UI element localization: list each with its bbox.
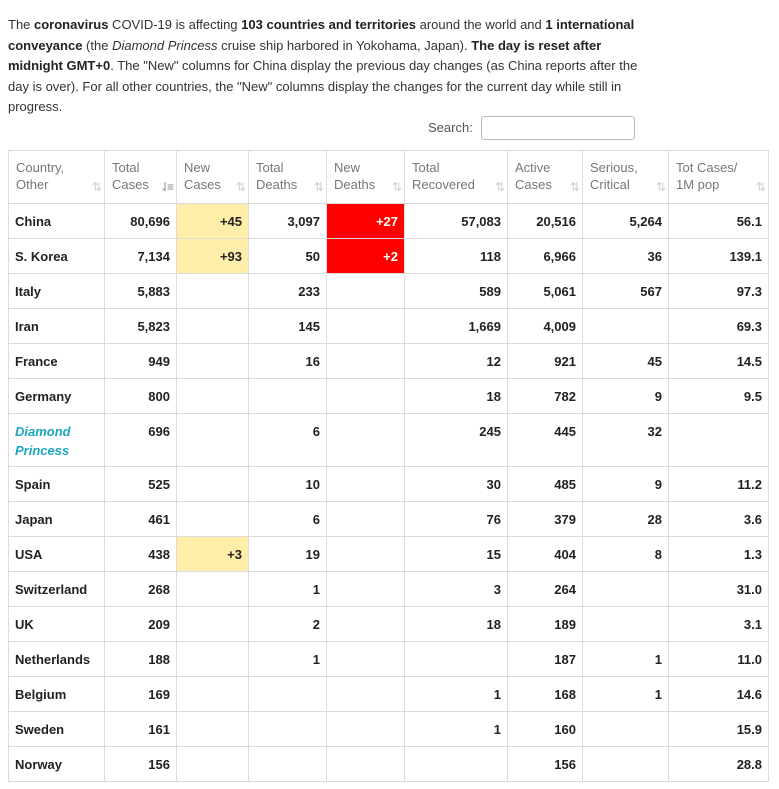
serious-critical-cell: 9: [583, 379, 669, 414]
new-deaths-cell: [327, 467, 405, 502]
serious-critical-cell: 5,264: [583, 204, 669, 239]
total-cases-cell: 188: [105, 642, 177, 677]
sort-icon: ⇅: [655, 180, 663, 194]
new-cases-cell: [177, 607, 249, 642]
new-deaths-cell: [327, 309, 405, 344]
sort-icon: ⇅: [391, 180, 399, 194]
intro-text: . The "New" columns for China display the previous day changes (as China reports after the day is over). For all other countries, the "New" columns display the changes for the current day while still in progress.: [8, 58, 638, 114]
column-header-total-deaths[interactable]: [249, 151, 327, 204]
table-row: [9, 537, 769, 572]
total-recovered-cell: 18: [405, 379, 508, 414]
new-cases-cell: [177, 747, 249, 782]
cases-per-million-cell: 28.8: [669, 747, 769, 782]
country-cell: Switzerland: [9, 572, 105, 607]
country-cell: Netherlands: [9, 642, 105, 677]
active-cases-cell: 5,061: [508, 274, 583, 309]
sort-desc-icon: ⇃≡: [159, 180, 171, 194]
table-row: [9, 344, 769, 379]
column-header-active-cases[interactable]: [508, 151, 583, 204]
total-cases-cell: 268: [105, 572, 177, 607]
table-row: [9, 204, 769, 239]
total-deaths-cell: 233: [249, 274, 327, 309]
cases-table: [8, 150, 769, 782]
total-recovered-cell: 18: [405, 607, 508, 642]
active-cases-cell: 6,966: [508, 239, 583, 274]
new-cases-cell: [177, 309, 249, 344]
total-recovered-cell: 57,083: [405, 204, 508, 239]
total-recovered-cell: 3: [405, 572, 508, 607]
total-cases-cell: 209: [105, 607, 177, 642]
country-cell: Germany: [9, 379, 105, 414]
column-header-label: Total Recovered: [412, 160, 475, 192]
total-deaths-cell: [249, 747, 327, 782]
total-recovered-cell: 30: [405, 467, 508, 502]
column-header-label: Tot Cases/ 1M pop: [676, 160, 738, 192]
serious-critical-cell: 567: [583, 274, 669, 309]
country-cell: China: [9, 204, 105, 239]
active-cases-cell: 160: [508, 712, 583, 747]
cases-per-million-cell: 3.6: [669, 502, 769, 537]
cases-per-million-cell: 1.3: [669, 537, 769, 572]
table-row: [9, 414, 769, 467]
total-cases-cell: 438: [105, 537, 177, 572]
search-label: Search:: [428, 120, 473, 135]
active-cases-cell: 20,516: [508, 204, 583, 239]
active-cases-cell: 264: [508, 572, 583, 607]
new-deaths-cell: [327, 747, 405, 782]
country-cell: Spain: [9, 467, 105, 502]
active-cases-cell: 921: [508, 344, 583, 379]
total-recovered-cell: 1,669: [405, 309, 508, 344]
total-cases-cell: 461: [105, 502, 177, 537]
cases-per-million-cell: 15.9: [669, 712, 769, 747]
new-deaths-cell: [327, 379, 405, 414]
total-deaths-cell: 6: [249, 502, 327, 537]
cases-per-million-cell: 14.6: [669, 677, 769, 712]
total-recovered-cell: 12: [405, 344, 508, 379]
intro-text: COVID-19 is affecting: [108, 17, 242, 32]
new-deaths-cell: [327, 502, 405, 537]
table-row: [9, 607, 769, 642]
total-cases-cell: 161: [105, 712, 177, 747]
total-cases-cell: 7,134: [105, 239, 177, 274]
new-cases-cell: [177, 572, 249, 607]
total-recovered-cell: [405, 747, 508, 782]
column-header-total-cases[interactable]: [105, 151, 177, 204]
country-cell: Sweden: [9, 712, 105, 747]
serious-critical-cell: 9: [583, 467, 669, 502]
column-header-label: New Deaths: [334, 160, 376, 192]
sort-icon: ⇅: [755, 180, 763, 194]
total-cases-cell: 5,823: [105, 309, 177, 344]
cases-per-million-cell: 69.3: [669, 309, 769, 344]
new-deaths-cell: [327, 712, 405, 747]
intro-text: 103 countries and territories: [241, 17, 416, 32]
total-cases-cell: 949: [105, 344, 177, 379]
column-header-total-recovered[interactable]: [405, 151, 508, 204]
active-cases-cell: 4,009: [508, 309, 583, 344]
new-deaths-cell: [327, 642, 405, 677]
total-recovered-cell: 245: [405, 414, 508, 467]
new-deaths-cell: [327, 607, 405, 642]
intro-text: 1 international conveyance: [8, 17, 635, 53]
sort-icon: ⇅: [313, 180, 321, 194]
total-deaths-cell: 16: [249, 344, 327, 379]
country-cell: Italy: [9, 274, 105, 309]
table-row: [9, 239, 769, 274]
sort-icon: ⇅: [494, 180, 502, 194]
total-recovered-cell: 15: [405, 537, 508, 572]
new-deaths-cell: [327, 344, 405, 379]
table-row: [9, 274, 769, 309]
table-body: [9, 204, 769, 782]
total-deaths-cell: 6: [249, 414, 327, 467]
new-cases-cell: [177, 467, 249, 502]
country-cell: Diamond Princess: [9, 414, 105, 467]
new-deaths-cell: +27: [327, 204, 405, 239]
serious-critical-cell: [583, 572, 669, 607]
table-row: [9, 677, 769, 712]
table-row: [9, 467, 769, 502]
intro-text: The day is reset after midnight GMT+0: [8, 37, 602, 73]
new-cases-cell: [177, 414, 249, 467]
column-header-label: Active Cases: [515, 160, 552, 192]
new-deaths-cell: [327, 677, 405, 712]
table-row: [9, 712, 769, 747]
total-recovered-cell: 76: [405, 502, 508, 537]
total-recovered-cell: 1: [405, 712, 508, 747]
total-cases-cell: 156: [105, 747, 177, 782]
new-cases-cell: [177, 274, 249, 309]
active-cases-cell: 168: [508, 677, 583, 712]
total-cases-cell: 800: [105, 379, 177, 414]
new-cases-cell: [177, 344, 249, 379]
cases-per-million-cell: 139.1: [669, 239, 769, 274]
total-cases-cell: 5,883: [105, 274, 177, 309]
serious-critical-cell: [583, 747, 669, 782]
total-deaths-cell: 19: [249, 537, 327, 572]
active-cases-cell: 156: [508, 747, 583, 782]
search-bar: [428, 114, 635, 141]
total-deaths-cell: 2: [249, 607, 327, 642]
serious-critical-cell: 32: [583, 414, 669, 467]
country-cell: France: [9, 344, 105, 379]
active-cases-cell: 189: [508, 607, 583, 642]
new-cases-cell: [177, 677, 249, 712]
sort-icon: ⇅: [91, 180, 99, 194]
new-cases-cell: [177, 712, 249, 747]
intro-paragraph: [8, 15, 648, 118]
active-cases-cell: 485: [508, 467, 583, 502]
total-deaths-cell: 145: [249, 309, 327, 344]
intro-text: cruise ship harbored in Yokohama, Japan).: [217, 37, 472, 53]
table-row: [9, 572, 769, 607]
column-header-new-cases[interactable]: [177, 151, 249, 204]
cases-per-million-cell: 3.1: [669, 607, 769, 642]
intro-text: coronavirus: [34, 17, 109, 32]
country-cell: Norway: [9, 747, 105, 782]
cases-per-million-cell: 9.5: [669, 379, 769, 414]
column-header-label: Serious, Critical: [590, 160, 638, 192]
table-row: [9, 502, 769, 537]
new-cases-cell: [177, 502, 249, 537]
total-deaths-cell: 1: [249, 642, 327, 677]
table-row: [9, 379, 769, 414]
country-cell: Belgium: [9, 677, 105, 712]
column-header-label: Total Cases: [112, 160, 149, 192]
serious-critical-cell: [583, 309, 669, 344]
table-header-row: [9, 151, 769, 204]
cases-per-million-cell: 31.0: [669, 572, 769, 607]
new-cases-cell: [177, 642, 249, 677]
country-cell: Iran: [9, 309, 105, 344]
total-recovered-cell: [405, 642, 508, 677]
new-deaths-cell: [327, 414, 405, 467]
search-input[interactable]: [481, 116, 635, 140]
active-cases-cell: 187: [508, 642, 583, 677]
country-cell: Japan: [9, 502, 105, 537]
table-row: [9, 642, 769, 677]
cases-per-million-cell: 97.3: [669, 274, 769, 309]
intro-text: The: [8, 17, 35, 32]
new-cases-cell: [177, 379, 249, 414]
total-deaths-cell: 50: [249, 239, 327, 274]
cases-per-million-cell: [669, 414, 769, 467]
new-cases-cell: +93: [177, 239, 249, 274]
sort-icon: ⇅: [569, 180, 577, 194]
total-recovered-cell: 1: [405, 677, 508, 712]
column-header-label: Total Deaths: [256, 160, 298, 192]
column-header-new-deaths[interactable]: [327, 151, 405, 204]
country-cell: S. Korea: [9, 239, 105, 274]
intro-text: around the world and: [416, 17, 546, 32]
new-cases-cell: +3: [177, 537, 249, 572]
column-header-label: Country, Other: [16, 160, 65, 192]
serious-critical-cell: 1: [583, 677, 669, 712]
total-deaths-cell: 1: [249, 572, 327, 607]
sort-icon: ⇅: [235, 180, 243, 194]
new-deaths-cell: [327, 572, 405, 607]
new-deaths-cell: +2: [327, 239, 405, 274]
cases-per-million-cell: 11.2: [669, 467, 769, 502]
column-header-cases-per-million[interactable]: [669, 151, 769, 204]
total-deaths-cell: 3,097: [249, 204, 327, 239]
cases-per-million-cell: 11.0: [669, 642, 769, 677]
cases-per-million-cell: 14.5: [669, 344, 769, 379]
active-cases-cell: 445: [508, 414, 583, 467]
cases-per-million-cell: 56.1: [669, 204, 769, 239]
serious-critical-cell: 45: [583, 344, 669, 379]
total-cases-cell: 169: [105, 677, 177, 712]
new-deaths-cell: [327, 537, 405, 572]
total-deaths-cell: [249, 712, 327, 747]
serious-critical-cell: [583, 607, 669, 642]
serious-critical-cell: 8: [583, 537, 669, 572]
total-cases-cell: 525: [105, 467, 177, 502]
total-deaths-cell: 10: [249, 467, 327, 502]
country-cell: UK: [9, 607, 105, 642]
active-cases-cell: 404: [508, 537, 583, 572]
table-row: [9, 747, 769, 782]
column-header-label: New Cases: [184, 160, 221, 192]
total-cases-cell: 696: [105, 414, 177, 467]
intro-text: Diamond Princess: [112, 37, 218, 53]
total-deaths-cell: [249, 379, 327, 414]
column-header-serious-critical[interactable]: [583, 151, 669, 204]
intro-text: (the: [82, 37, 113, 53]
total-recovered-cell: 589: [405, 274, 508, 309]
active-cases-cell: 379: [508, 502, 583, 537]
serious-critical-cell: [583, 712, 669, 747]
serious-critical-cell: 28: [583, 502, 669, 537]
serious-critical-cell: 36: [583, 239, 669, 274]
serious-critical-cell: 1: [583, 642, 669, 677]
total-deaths-cell: [249, 677, 327, 712]
column-header-country[interactable]: [9, 151, 105, 204]
table-row: [9, 309, 769, 344]
new-deaths-cell: [327, 274, 405, 309]
country-cell: USA: [9, 537, 105, 572]
new-cases-cell: +45: [177, 204, 249, 239]
total-cases-cell: 80,696: [105, 204, 177, 239]
active-cases-cell: 782: [508, 379, 583, 414]
total-recovered-cell: 118: [405, 239, 508, 274]
